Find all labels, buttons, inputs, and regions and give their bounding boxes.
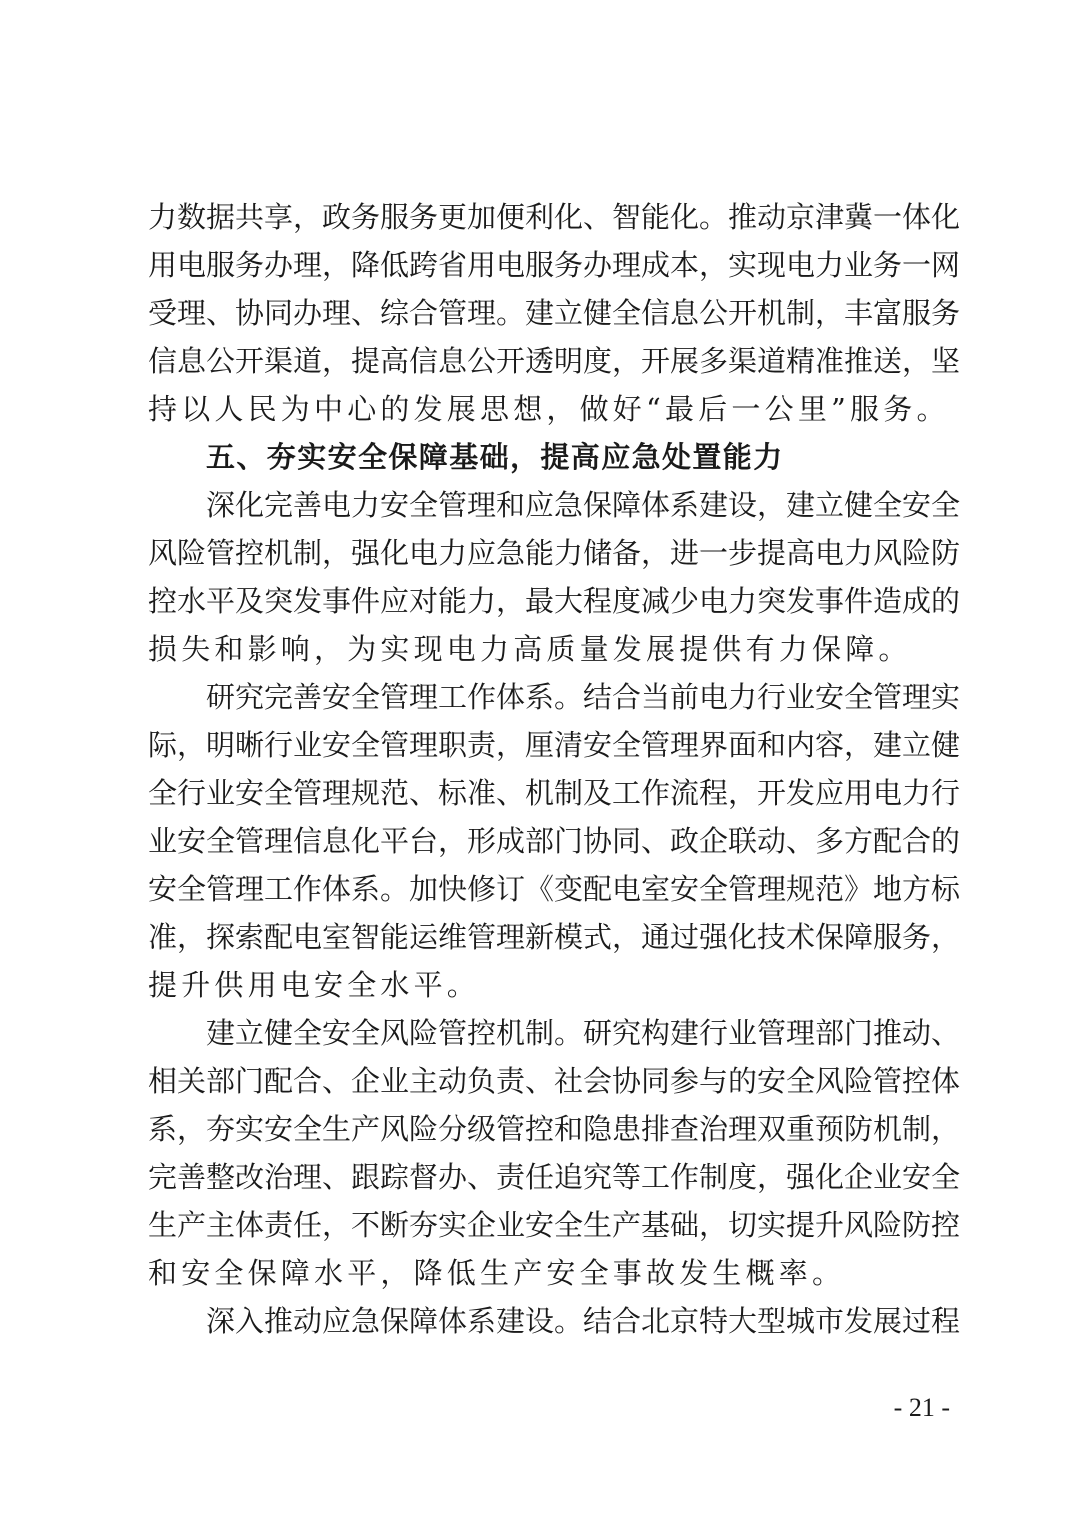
body-text-line: 建立健全安全风险管控机制。研究构建行业管理部门推动、 [206,1016,961,1050]
body-text-line: 提升供用电安全水平。 [148,968,481,1002]
body-text-line: 相关部门配合、企业主动负责、社会协同参与的安全风险管控体 [148,1064,961,1098]
body-text-line: 完善整改治理、跟踪督办、责任追究等工作制度，强化企业安全 [148,1160,961,1194]
body-text-line: 全行业安全管理规范、标准、机制及工作流程，开发应用电力行 [148,776,961,810]
body-text-line: 深入推动应急保障体系建设。结合北京特大型城市发展过程 [206,1304,961,1338]
section-heading: 五、夯实安全保障基础，提高应急处置能力 [206,440,784,474]
body-text-line: 深化完善电力安全管理和应急保障体系建设，建立健全安全 [206,488,961,522]
body-text-line: 际，明晰行业安全管理职责，厘清安全管理界面和内容，建立健 [148,728,961,762]
body-text-line: 生产主体责任，不断夯实企业安全生产基础，切实提升风险防控 [148,1208,961,1242]
body-text-line: 用电服务办理，降低跨省用电服务办理成本，实现电力业务一网 [148,248,961,282]
body-text-line: 研究完善安全管理工作体系。结合当前电力行业安全管理实 [206,680,961,714]
body-text-line: 损失和影响，为实现电力高质量发展提供有力保障。 [148,632,912,666]
body-text-line: 业安全管理信息化平台，形成部门协同、政企联动、多方配合的 [148,824,961,858]
body-text-line: 信息公开渠道，提高信息公开透明度，开展多渠道精准推送，坚 [148,344,961,378]
body-text-line: 风险管控机制，强化电力应急能力储备，进一步提高电力风险防 [148,536,961,570]
body-text-line: 和安全保障水平，降低生产安全事故发生概率。 [148,1256,846,1290]
body-text-line: 系，夯实安全生产风险分级管控和隐患排查治理双重预防机制， [148,1112,961,1146]
page-number: - 21 - [893,1393,950,1422]
body-text-line: 受理、协同办理、综合管理。建立健全信息公开机制，丰富服务 [148,296,961,330]
body-text-line: 持以人民为中心的发展思想，做好“最后一公里”服务。 [148,392,950,426]
body-text-line: 力数据共享，政务服务更加便利化、智能化。推动京津冀一体化 [148,200,961,234]
body-text-line: 准，探索配电室智能运维管理新模式，通过强化技术保障服务， [148,920,961,954]
body-text-line: 安全管理工作体系。加快修订《变配电室安全管理规范》地方标 [148,872,961,906]
body-text-line: 控水平及突发事件应对能力，最大程度减少电力突发事件造成的 [148,584,961,618]
